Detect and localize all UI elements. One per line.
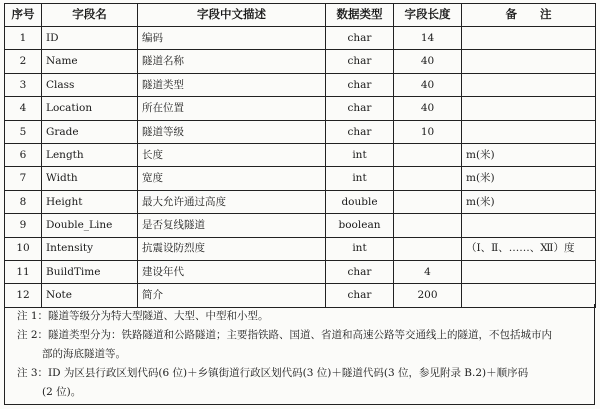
cell-remarks: m(米)	[462, 190, 596, 213]
cell-field-description: 最大允许通过高度	[138, 190, 326, 213]
header-data-type: 数据类型	[326, 4, 394, 27]
table-row	[5, 190, 596, 213]
header-index: 序号	[5, 4, 42, 27]
note-3-continued: (2 位)。	[42, 386, 82, 398]
table-row	[5, 237, 596, 260]
cell-index: 5	[5, 120, 42, 143]
cell-data-type: char	[326, 97, 394, 120]
header-row	[5, 4, 596, 27]
cell-index: 11	[5, 260, 42, 283]
cell-field-name: Name	[42, 50, 138, 73]
cell-index: 7	[5, 167, 42, 190]
cell-field-length: 40	[394, 73, 462, 96]
cell-index: 4	[5, 97, 42, 120]
table-row	[5, 97, 596, 120]
cell-field-length: 40	[394, 50, 462, 73]
cell-remarks: m(米)	[462, 143, 596, 166]
cell-field-name: Length	[42, 143, 138, 166]
cell-data-type: int	[326, 143, 394, 166]
cell-field-description: 建设年代	[138, 260, 326, 283]
cell-index: 8	[5, 190, 42, 213]
cell-data-type: char	[326, 27, 394, 50]
cell-field-name: ID	[42, 27, 138, 50]
cell-field-length	[394, 190, 462, 213]
cell-data-type: double	[326, 190, 394, 213]
table-row	[5, 214, 596, 237]
table-row	[5, 260, 596, 283]
cell-field-description: 宽度	[138, 167, 326, 190]
cell-field-length: 200	[394, 284, 462, 307]
cell-field-length	[394, 214, 462, 237]
cell-field-length	[394, 143, 462, 166]
table-header	[5, 4, 596, 27]
header-field-name: 字段名	[42, 4, 138, 27]
cell-field-description: 编码	[138, 27, 326, 50]
cell-data-type: char	[326, 50, 394, 73]
cell-index: 6	[5, 143, 42, 166]
table-row	[5, 73, 596, 96]
cell-field-name: Intensity	[42, 237, 138, 260]
table-body	[5, 27, 596, 308]
cell-field-length	[394, 237, 462, 260]
cell-field-length: 40	[394, 97, 462, 120]
cell-index: 2	[5, 50, 42, 73]
cell-data-type: char	[326, 73, 394, 96]
cell-data-type: char	[326, 120, 394, 143]
cell-field-name: Width	[42, 167, 138, 190]
cell-field-description: 抗震设防烈度	[138, 237, 326, 260]
cell-data-type: int	[326, 167, 394, 190]
cell-field-name: Class	[42, 73, 138, 96]
cell-index: 3	[5, 73, 42, 96]
cell-field-length: 10	[394, 120, 462, 143]
cell-remarks	[462, 260, 596, 283]
cell-field-name: Location	[42, 97, 138, 120]
cell-field-description: 简介	[138, 284, 326, 307]
cell-remarks	[462, 50, 596, 73]
cell-index: 12	[5, 284, 42, 307]
note-1: 注 1：隧道等级分为特大型隧道、大型、中型和小型。	[17, 310, 269, 322]
cell-data-type: char	[326, 260, 394, 283]
cell-remarks	[462, 73, 596, 96]
header-field-description: 字段中文描述	[138, 4, 326, 27]
table-row	[5, 167, 596, 190]
cell-data-type: char	[326, 284, 394, 307]
cell-data-type: boolean	[326, 214, 394, 237]
cell-remarks	[462, 120, 596, 143]
table-row	[5, 120, 596, 143]
cell-remarks	[462, 97, 596, 120]
table-notes	[4, 304, 595, 405]
cell-field-name: Note	[42, 284, 138, 307]
cell-field-description: 是否复线隧道	[138, 214, 326, 237]
cell-field-description: 隧道名称	[138, 50, 326, 73]
cell-field-description: 所在位置	[138, 97, 326, 120]
cell-field-description: 长度	[138, 143, 326, 166]
cell-field-description: 隧道类型	[138, 73, 326, 96]
note-2: 注 2：隧道类型分为：铁路隧道和公路隧道；主要指铁路、国道、省道和高速公路等交通线上的隧道，不包括城市内	[17, 329, 553, 341]
cell-remarks	[462, 214, 596, 237]
cell-field-length	[394, 167, 462, 190]
cell-index: 10	[5, 237, 42, 260]
note-2-continued: 部的海底隧道等。	[42, 348, 126, 360]
cell-field-name: Height	[42, 190, 138, 213]
cell-field-description: 隧道等级	[138, 120, 326, 143]
cell-field-length: 14	[394, 27, 462, 50]
note-3: 注 3：ID 为区县行政区划代码(6 位)＋乡镇街道行政区划代码(3 位)＋隧道代码(3 位，参见附录 B.2)＋顺序码	[17, 367, 529, 379]
table-row	[5, 143, 596, 166]
cell-field-name: Double_Line	[42, 214, 138, 237]
cell-field-name: Grade	[42, 120, 138, 143]
cell-index: 9	[5, 214, 42, 237]
cell-remarks: （Ⅰ、Ⅱ、……、Ⅻ）度	[462, 237, 596, 260]
cell-data-type: int	[326, 237, 394, 260]
cell-index: 1	[5, 27, 42, 50]
header-remarks: 备 注	[462, 4, 596, 27]
cell-field-name: BuildTime	[42, 260, 138, 283]
table-row	[5, 50, 596, 73]
field-spec-table	[4, 3, 596, 308]
cell-remarks	[462, 27, 596, 50]
header-field-length: 字段长度	[394, 4, 462, 27]
table-row	[5, 27, 596, 50]
cell-field-length: 4	[394, 260, 462, 283]
cell-remarks: m(米)	[462, 167, 596, 190]
